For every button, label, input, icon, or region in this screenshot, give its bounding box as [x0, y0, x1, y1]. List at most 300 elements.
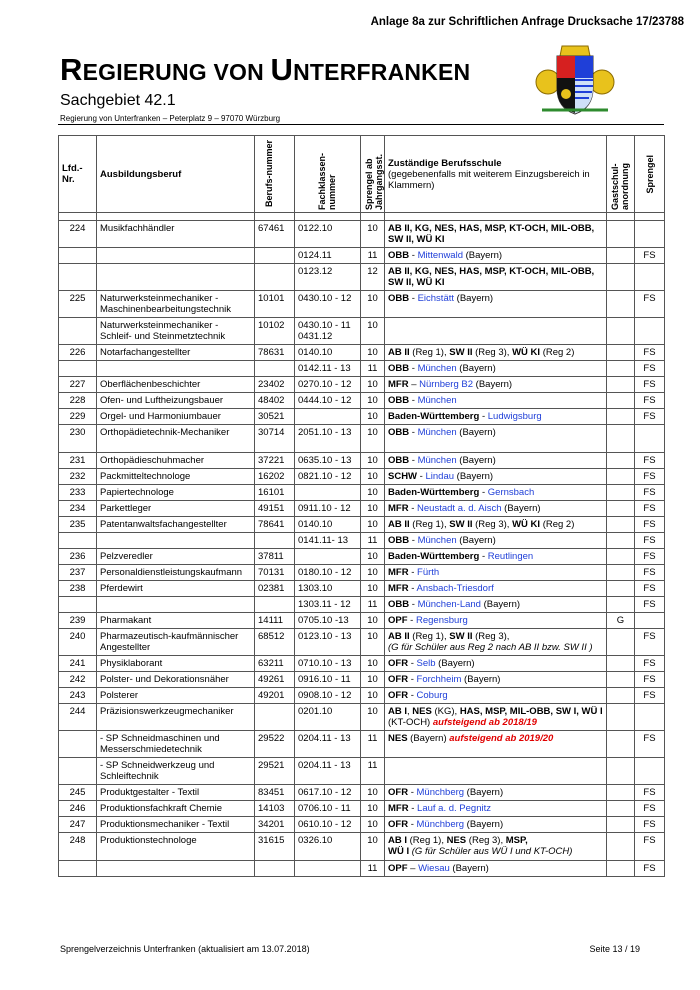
cell-sprengel-ab: 10 — [361, 291, 385, 318]
cell-nummer: 14103 — [255, 801, 295, 817]
cell-fachklassen — [295, 549, 361, 565]
cell-lfd: 241 — [59, 656, 97, 672]
cell-sprengel: FS — [635, 248, 665, 264]
table-row — [59, 453, 665, 469]
cell-fachklassen: 0430.10 - 12 — [295, 291, 361, 318]
cell-fachklassen — [295, 485, 361, 501]
cell-sprengel — [635, 704, 665, 731]
cell-schule: OFR - Selb (Bayern) — [385, 656, 607, 672]
cell-fachklassen: 0908.10 - 12 — [295, 688, 361, 704]
cell-fachklassen: 0141.11- 13 — [295, 533, 361, 549]
cell-beruf: Parkettleger — [97, 501, 255, 517]
cell-sprengel: FS — [635, 833, 665, 861]
cell-lfd: 230 — [59, 425, 97, 453]
cell-beruf: Patentanwaltsfachangestellter — [97, 517, 255, 533]
cell-gastschul — [607, 817, 635, 833]
cell-lfd: 248 — [59, 833, 97, 861]
table-row — [59, 758, 665, 785]
cell-fachklassen: 0142.11 - 13 — [295, 361, 361, 377]
school-location-link: Selb — [416, 658, 436, 669]
cell-fachklassen: 0180.10 - 12 — [295, 565, 361, 581]
cell-gastschul — [607, 704, 635, 731]
cell-lfd: 229 — [59, 409, 97, 425]
cell-sprengel-ab: 10 — [361, 581, 385, 597]
school-location-link: München — [417, 535, 457, 546]
cell-lfd: 245 — [59, 785, 97, 801]
cell-sprengel: FS — [635, 861, 665, 877]
cell-nummer — [255, 248, 295, 264]
cell-fachklassen: 0617.10 - 12 — [295, 785, 361, 801]
cell-sprengel-ab: 10 — [361, 833, 385, 861]
cell-fachklassen: 0204.11 - 13 — [295, 731, 361, 758]
col-header-gastschul: Gastschul-anordnung — [607, 136, 635, 213]
table-row — [59, 533, 665, 549]
school-location-link: Wiesau — [418, 863, 450, 874]
cell-nummer — [255, 597, 295, 613]
cell-lfd: 240 — [59, 629, 97, 656]
cell-sprengel-ab: 10 — [361, 409, 385, 425]
school-location-link: Lauf a. d. Pegnitz — [417, 803, 491, 814]
document-reference: Anlage 8a zur Schriftlichen Anfrage Drucksache 17/23788 — [370, 16, 684, 28]
cell-nummer — [255, 264, 295, 291]
cell-fachklassen: 0140.10 — [295, 345, 361, 361]
cell-fachklassen — [295, 409, 361, 425]
cell-fachklassen: 0444.10 - 12 — [295, 393, 361, 409]
bavarian-coat-of-arms-icon — [532, 40, 618, 120]
cell-lfd — [59, 264, 97, 291]
cell-gastschul — [607, 425, 635, 453]
cell-gastschul — [607, 485, 635, 501]
table-row — [59, 377, 665, 393]
cell-fachklassen: 0916.10 - 11 — [295, 672, 361, 688]
cell-sprengel-ab: 10 — [361, 672, 385, 688]
cell-sprengel: FS — [635, 672, 665, 688]
cell-lfd: 243 — [59, 688, 97, 704]
cell-sprengel-ab: 10 — [361, 501, 385, 517]
table-row — [59, 345, 665, 361]
cell-beruf: Musikfachhändler — [97, 221, 255, 248]
cell-sprengel: FS — [635, 533, 665, 549]
cell-fachklassen: 0635.10 - 13 — [295, 453, 361, 469]
cell-gastschul: G — [607, 613, 635, 629]
cell-schule: AB II (Reg 1), SW II (Reg 3), WÜ KI (Reg 2) — [385, 345, 607, 361]
cell-schule: OBB - Eichstätt (Bayern) — [385, 291, 607, 318]
cell-fachklassen: 0911.10 - 12 — [295, 501, 361, 517]
table-row — [59, 248, 665, 264]
cell-beruf — [97, 597, 255, 613]
cell-nummer: 67461 — [255, 221, 295, 248]
cell-schule: Baden-Württemberg - Gernsbach — [385, 485, 607, 501]
cell-schule: MFR – Nürnberg B2 (Bayern) — [385, 377, 607, 393]
cell-beruf: Notarfachangestellter — [97, 345, 255, 361]
cell-gastschul — [607, 533, 635, 549]
cell-schule — [385, 318, 607, 345]
cell-schule — [385, 758, 607, 785]
cell-schule: MFR - Fürth — [385, 565, 607, 581]
cell-beruf: Orthopädietechnik-Mechaniker — [97, 425, 255, 453]
cell-beruf: Physiklaborant — [97, 656, 255, 672]
cell-fachklassen: 0140.10 — [295, 517, 361, 533]
table-row — [59, 393, 665, 409]
school-location-link: Lindau — [425, 471, 455, 482]
cell-beruf: Packmitteltechnologe — [97, 469, 255, 485]
cell-sprengel: FS — [635, 393, 665, 409]
cell-schule: OBB - Mittenwald (Bayern) — [385, 248, 607, 264]
school-location-link: München — [417, 455, 457, 466]
cell-schule: OBB - München (Bayern) — [385, 361, 607, 377]
cell-nummer: 63211 — [255, 656, 295, 672]
cell-sprengel-ab: 10 — [361, 565, 385, 581]
cell-fachklassen: 0201.10 — [295, 704, 361, 731]
table-row — [59, 656, 665, 672]
cell-nummer: 10102 — [255, 318, 295, 345]
cell-sprengel-ab: 10 — [361, 393, 385, 409]
cell-beruf: Personaldienstleistungskaufmann — [97, 565, 255, 581]
cell-fachklassen: 0270.10 - 12 — [295, 377, 361, 393]
cell-lfd — [59, 361, 97, 377]
table-row — [59, 565, 665, 581]
col-header-schule: Zuständige Berufsschule (gegebenenfalls mit weiterem Einzugsbereich in Klammern) — [385, 136, 607, 213]
cell-nummer: 23402 — [255, 377, 295, 393]
cell-sprengel-ab: 11 — [361, 248, 385, 264]
cell-beruf — [97, 248, 255, 264]
cell-nummer — [255, 533, 295, 549]
cell-sprengel: FS — [635, 549, 665, 565]
cell-fachklassen: 0326.10 — [295, 833, 361, 861]
cell-schule: OPF – Wiesau (Bayern) — [385, 861, 607, 877]
cell-sprengel-ab: 11 — [361, 597, 385, 613]
cell-gastschul — [607, 264, 635, 291]
cell-lfd: 233 — [59, 485, 97, 501]
cell-beruf: Oberflächenbeschichter — [97, 377, 255, 393]
cell-nummer: 10101 — [255, 291, 295, 318]
cell-lfd: 228 — [59, 393, 97, 409]
cell-nummer: 68512 — [255, 629, 295, 656]
cell-nummer: 30521 — [255, 409, 295, 425]
school-location-link: Nürnberg B2 — [419, 379, 474, 390]
cell-nummer: 49261 — [255, 672, 295, 688]
cell-nummer: 16101 — [255, 485, 295, 501]
cell-beruf: Pharmazeutisch-kaufmännischer Angestellter — [97, 629, 255, 656]
cell-sprengel-ab: 10 — [361, 785, 385, 801]
school-location-link: Fürth — [417, 567, 440, 578]
cell-nummer: 49151 — [255, 501, 295, 517]
cell-sprengel: FS — [635, 731, 665, 758]
school-location-link: Reutlingen — [487, 551, 534, 562]
cell-fachklassen: 2051.10 - 13 — [295, 425, 361, 453]
cell-gastschul — [607, 361, 635, 377]
cell-lfd — [59, 248, 97, 264]
school-location-link: Eichstätt — [417, 293, 455, 304]
cell-schule: OFR - Coburg — [385, 688, 607, 704]
cell-schule: MFR - Lauf a. d. Pegnitz — [385, 801, 607, 817]
cell-beruf: - SP Schneidmaschinen und Messerschmiedetechnik — [97, 731, 255, 758]
cell-gastschul — [607, 672, 635, 688]
cell-sprengel: FS — [635, 501, 665, 517]
cell-gastschul — [607, 758, 635, 785]
cell-fachklassen: 0124.11 — [295, 248, 361, 264]
cell-fachklassen: 0123.10 - 13 — [295, 629, 361, 656]
cell-schule: MFR - Neustadt a. d. Aisch (Bayern) — [385, 501, 607, 517]
table-row — [59, 833, 665, 861]
school-location-link: Coburg — [416, 690, 448, 701]
table-row — [59, 501, 665, 517]
cell-lfd — [59, 731, 97, 758]
cell-gastschul — [607, 393, 635, 409]
cell-sprengel — [635, 264, 665, 291]
cell-sprengel-ab: 10 — [361, 221, 385, 248]
col-header-fachklassen: Fachklassen-nummer — [295, 136, 361, 213]
school-location-link: Forchheim — [416, 674, 462, 685]
cell-sprengel: FS — [635, 517, 665, 533]
table-row — [59, 688, 665, 704]
cell-fachklassen: 1303.11 - 12 — [295, 597, 361, 613]
table-row — [59, 221, 665, 248]
cell-lfd: 232 — [59, 469, 97, 485]
cell-sprengel: FS — [635, 565, 665, 581]
cell-beruf: Ofen- und Luftheizungsbauer — [97, 393, 255, 409]
cell-sprengel: FS — [635, 785, 665, 801]
cell-schule: OBB - München (Bayern) — [385, 425, 607, 453]
cell-fachklassen — [295, 861, 361, 877]
cell-sprengel: FS — [635, 597, 665, 613]
cell-beruf: Polster- und Dekorationsnäher — [97, 672, 255, 688]
cell-schule: AB II (Reg 1), SW II (Reg 3), WÜ KI (Reg 2) — [385, 517, 607, 533]
school-location-link: München — [417, 427, 457, 438]
cell-sprengel — [635, 613, 665, 629]
address-line: Regierung von Unterfranken – Peterplatz 9 – 97070 Würzburg — [60, 114, 281, 123]
cell-nummer — [255, 861, 295, 877]
table-row — [59, 318, 665, 345]
cell-gastschul — [607, 565, 635, 581]
cell-fachklassen: 0821.10 - 12 — [295, 469, 361, 485]
cell-schule: Baden-Württemberg - Ludwigsburg — [385, 409, 607, 425]
table-row — [59, 264, 665, 291]
cell-beruf: Orgel- und Harmoniumbauer — [97, 409, 255, 425]
table-row — [59, 704, 665, 731]
cell-gastschul — [607, 453, 635, 469]
table-row — [59, 291, 665, 318]
cell-nummer: 37811 — [255, 549, 295, 565]
footer-page-number: Seite 13 / 19 — [589, 944, 640, 954]
cell-lfd: 239 — [59, 613, 97, 629]
footer-left: Sprengelverzeichnis Unterfranken (aktualisiert am 13.07.2018) — [60, 944, 310, 954]
cell-beruf: Produktionsfachkraft Chemie — [97, 801, 255, 817]
cell-gastschul — [607, 597, 635, 613]
school-location-link: München — [417, 395, 457, 406]
sprengel-table — [58, 135, 665, 877]
cell-lfd: 244 — [59, 704, 97, 731]
cell-beruf: Naturwerksteinmechaniker - Maschinenbearbeitungstechnik — [97, 291, 255, 318]
cell-schule: AB II, KG, NES, HAS, MSP, KT-OCH, MIL-OBB, SW II, WÜ KI — [385, 221, 607, 248]
school-location-link: München-Land — [417, 599, 481, 610]
cell-sprengel: FS — [635, 453, 665, 469]
cell-schule: OFR - Forchheim (Bayern) — [385, 672, 607, 688]
cell-lfd: 235 — [59, 517, 97, 533]
table-row — [59, 409, 665, 425]
cell-nummer: 83451 — [255, 785, 295, 801]
cell-sprengel: FS — [635, 656, 665, 672]
cell-nummer — [255, 361, 295, 377]
school-location-link: Regensburg — [415, 615, 468, 626]
school-location-link: Neustadt a. d. Aisch — [417, 503, 502, 514]
cell-nummer: 49201 — [255, 688, 295, 704]
cell-sprengel-ab: 10 — [361, 485, 385, 501]
cell-sprengel-ab: 12 — [361, 264, 385, 291]
cell-fachklassen: 0610.10 - 12 — [295, 817, 361, 833]
cell-sprengel-ab: 10 — [361, 656, 385, 672]
cell-sprengel-ab: 10 — [361, 517, 385, 533]
cell-gastschul — [607, 469, 635, 485]
cell-sprengel-ab: 10 — [361, 318, 385, 345]
cell-gastschul — [607, 581, 635, 597]
table-row — [59, 597, 665, 613]
cell-gastschul — [607, 291, 635, 318]
cell-lfd — [59, 597, 97, 613]
table-row — [59, 731, 665, 758]
cell-schule: OBB - München (Bayern) — [385, 533, 607, 549]
cell-gastschul — [607, 345, 635, 361]
cell-schule: OBB - München (Bayern) — [385, 453, 607, 469]
school-location-link: München — [417, 363, 457, 374]
cell-lfd: 225 — [59, 291, 97, 318]
cell-gastschul — [607, 248, 635, 264]
school-location-link: Ansbach-Triesdorf — [416, 583, 494, 594]
cell-gastschul — [607, 861, 635, 877]
cell-fachklassen: 0430.10 - 11 0431.12 — [295, 318, 361, 345]
cell-schule: AB I, NES (KG), HAS, MSP, MIL-OBB, SW I, WÜ I (KT-OCH) aufsteigend ab 2018/19 — [385, 704, 607, 731]
cell-sprengel-ab: 10 — [361, 613, 385, 629]
cell-sprengel — [635, 318, 665, 345]
cell-lfd: 224 — [59, 221, 97, 248]
cell-nummer: 14111 — [255, 613, 295, 629]
cell-beruf — [97, 361, 255, 377]
cell-schule: AB I (Reg 1), NES (Reg 3), MSP, WÜ I (G für Schüler aus WÜ I und KT-OCH) — [385, 833, 607, 861]
cell-lfd: 246 — [59, 801, 97, 817]
table-row — [59, 517, 665, 533]
cell-gastschul — [607, 731, 635, 758]
table-row — [59, 581, 665, 597]
cell-gastschul — [607, 785, 635, 801]
cell-beruf: Papiertechnologe — [97, 485, 255, 501]
page-title: REGIERUNG VON UNTERFRANKEN — [60, 52, 471, 87]
cell-sprengel-ab: 10 — [361, 377, 385, 393]
cell-sprengel-ab: 10 — [361, 817, 385, 833]
cell-nummer — [255, 704, 295, 731]
col-header-beruf: Ausbildungsberuf — [97, 136, 255, 213]
cell-gastschul — [607, 221, 635, 248]
cell-gastschul — [607, 629, 635, 656]
cell-schule: AB II, KG, NES, HAS, MSP, KT-OCH, MIL-OBB, SW II, WÜ KI — [385, 264, 607, 291]
cell-beruf: Naturwerksteinmechaniker - Schleif- und Steinmetztechnik — [97, 318, 255, 345]
cell-sprengel-ab: 10 — [361, 469, 385, 485]
cell-sprengel-ab: 10 — [361, 425, 385, 453]
section-subtitle: Sachgebiet 42.1 — [60, 92, 176, 109]
cell-gastschul — [607, 833, 635, 861]
cell-sprengel-ab: 10 — [361, 453, 385, 469]
cell-sprengel-ab: 11 — [361, 731, 385, 758]
table-row — [59, 485, 665, 501]
cell-lfd: 238 — [59, 581, 97, 597]
cell-sprengel-ab: 11 — [361, 758, 385, 785]
cell-gastschul — [607, 517, 635, 533]
cell-beruf: Pharmakant — [97, 613, 255, 629]
table-row — [59, 469, 665, 485]
table-row — [59, 549, 665, 565]
table-row — [59, 785, 665, 801]
cell-sprengel: FS — [635, 345, 665, 361]
cell-sprengel-ab: 10 — [361, 345, 385, 361]
cell-sprengel: FS — [635, 361, 665, 377]
cell-fachklassen: 0123.12 — [295, 264, 361, 291]
table-row — [59, 629, 665, 656]
table-row — [59, 361, 665, 377]
cell-schule: AB II (Reg 1), SW II (Reg 3), (G für Schüler aus Reg 2 nach AB II bzw. SW II ) — [385, 629, 607, 656]
cell-sprengel: FS — [635, 801, 665, 817]
cell-sprengel: FS — [635, 377, 665, 393]
cell-beruf: Pelzveredler — [97, 549, 255, 565]
cell-schule: OBB - München — [385, 393, 607, 409]
cell-schule: OFR - Münchberg (Bayern) — [385, 817, 607, 833]
cell-sprengel: FS — [635, 291, 665, 318]
cell-schule: Baden-Württemberg - Reutlingen — [385, 549, 607, 565]
cell-fachklassen: 0706.10 - 11 — [295, 801, 361, 817]
cell-fachklassen: 1303.10 — [295, 581, 361, 597]
cell-lfd — [59, 318, 97, 345]
cell-sprengel-ab: 10 — [361, 629, 385, 656]
col-header-lfd: Lfd.-Nr. — [59, 136, 97, 213]
cell-gastschul — [607, 377, 635, 393]
cell-fachklassen: 0705.10 -13 — [295, 613, 361, 629]
table-row — [59, 861, 665, 877]
cell-nummer: 34201 — [255, 817, 295, 833]
cell-gastschul — [607, 409, 635, 425]
cell-nummer: 16202 — [255, 469, 295, 485]
cell-sprengel: FS — [635, 817, 665, 833]
cell-lfd: 227 — [59, 377, 97, 393]
cell-beruf: - SP Schneidwerkzeug und Schleiftechnik — [97, 758, 255, 785]
cell-schule: MFR - Ansbach-Triesdorf — [385, 581, 607, 597]
cell-sprengel: FS — [635, 581, 665, 597]
cell-sprengel — [635, 425, 665, 453]
school-location-link: Mittenwald — [417, 250, 463, 261]
cell-sprengel-ab: 10 — [361, 549, 385, 565]
cell-schule: OFR - Münchberg (Bayern) — [385, 785, 607, 801]
cell-gastschul — [607, 688, 635, 704]
cell-sprengel-ab: 11 — [361, 533, 385, 549]
header-rule — [58, 124, 664, 125]
school-location-link: Münchberg — [416, 819, 465, 830]
cell-nummer: 37221 — [255, 453, 295, 469]
cell-beruf: Präzisionswerkzeugmechaniker — [97, 704, 255, 731]
cell-nummer: 02381 — [255, 581, 295, 597]
cell-sprengel-ab: 10 — [361, 704, 385, 731]
cell-fachklassen: 0122.10 — [295, 221, 361, 248]
cell-sprengel: FS — [635, 485, 665, 501]
table-row — [59, 817, 665, 833]
col-header-nummer: Berufs-nummer — [255, 136, 295, 213]
cell-schule: OPF - Regensburg — [385, 613, 607, 629]
cell-beruf: Produktionstechnologe — [97, 833, 255, 861]
cell-sprengel: FS — [635, 469, 665, 485]
cell-lfd: 234 — [59, 501, 97, 517]
cell-nummer: 29521 — [255, 758, 295, 785]
cell-gastschul — [607, 501, 635, 517]
cell-lfd: 236 — [59, 549, 97, 565]
col-header-sprengel: Sprengel — [635, 136, 665, 213]
cell-beruf: Produktionsmechaniker - Textil — [97, 817, 255, 833]
header-spacer-row — [59, 213, 665, 221]
